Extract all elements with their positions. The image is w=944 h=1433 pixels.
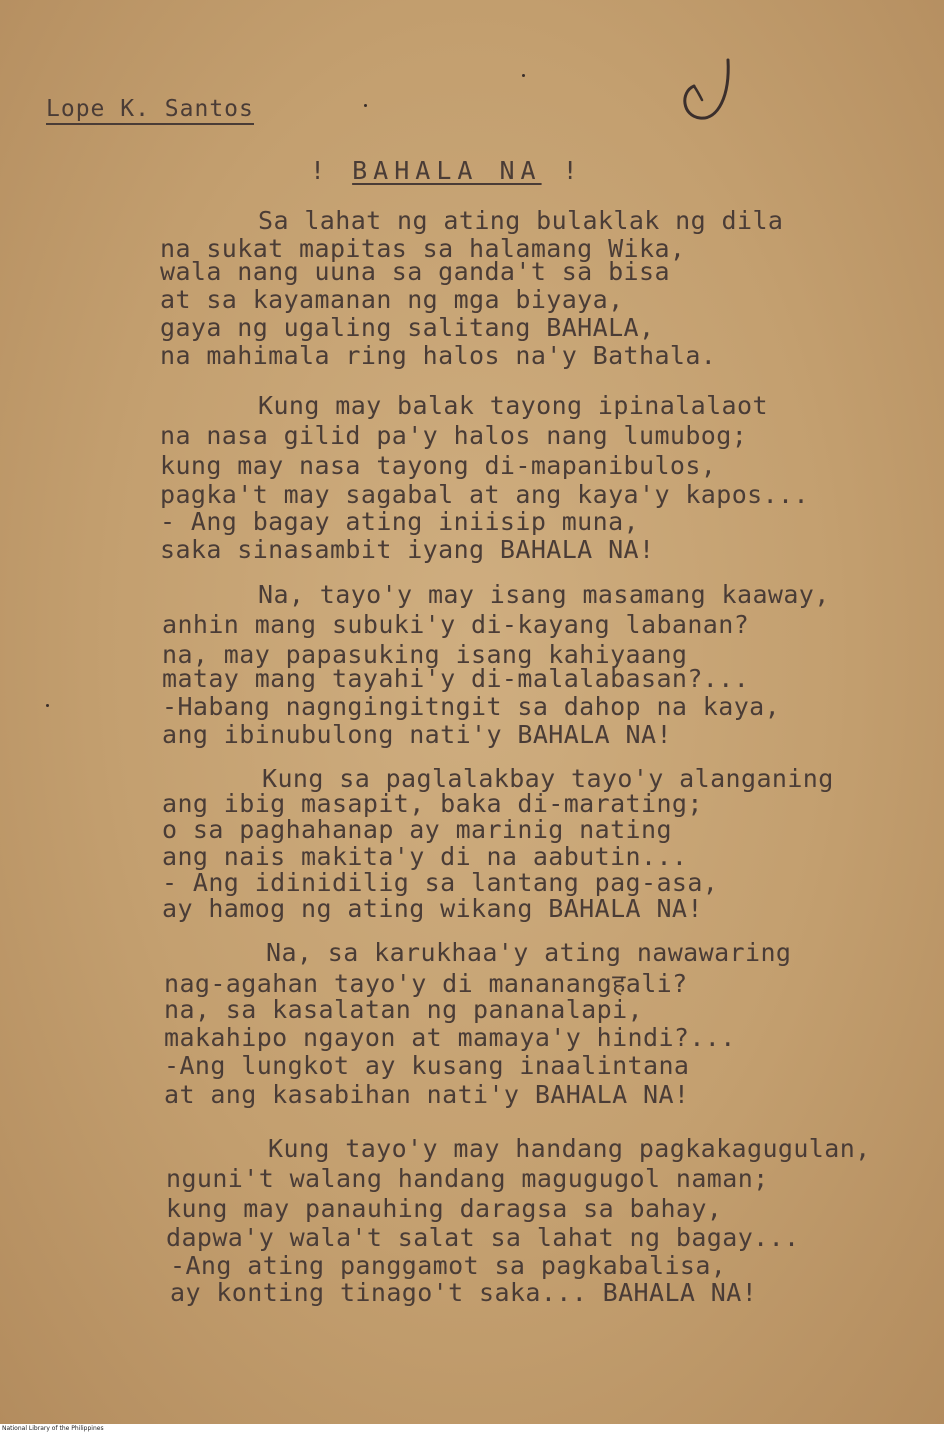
- title-text: BAHALA NA: [352, 156, 542, 185]
- poem-line: - Ang idinidilig sa lantang pag-asa,: [162, 868, 719, 897]
- author-name: Lope K. Santos: [46, 96, 254, 125]
- poem-line: saka sinasambit iyang BAHALA NA!: [160, 535, 655, 564]
- poem-title: [310, 156, 584, 185]
- paper-speck: [46, 704, 49, 707]
- paper-speck: [522, 74, 525, 77]
- poem-line: ang ibig masapit, baka di-marating;: [162, 789, 703, 818]
- poem-line: wala nang uuna sa ganda't sa bisa: [160, 257, 670, 286]
- poem-line: ang ibinubulong nati'y BAHALA NA!: [162, 720, 672, 749]
- poem-line: Kung may balak tayong ipinalalaot: [258, 391, 768, 420]
- poem-line: makahipo ngayon at mamaya'y hindi?...: [164, 1023, 736, 1052]
- poem-line: kung may nasa tayong di-mapanibulos,: [160, 451, 717, 480]
- title-exclamation-close: !: [562, 156, 584, 185]
- poem-line: Kung tayo'y may handang pagkakagugulan,: [268, 1134, 871, 1163]
- poem-line: dapwa'y wala't salat sa lahat ng bagay...: [166, 1223, 800, 1252]
- poem-line: ay konting tinago't saka... BAHALA NA!: [170, 1278, 758, 1307]
- poem-line: nguni't walang handang magugugol naman;: [166, 1164, 769, 1193]
- poem-line: at ang kasabihan nati'y BAHALA NA!: [164, 1080, 690, 1109]
- poem-line: -Ang lungkot ay kusang inaalintana: [164, 1051, 690, 1080]
- poem-line: matay mang tayahi'y di-malalabasan?...: [162, 664, 750, 693]
- title-exclamation-open: !: [310, 156, 332, 185]
- library-footer: National Library of the Philippines: [0, 1424, 944, 1433]
- poem-line: na sukat mapitas sa halamang Wika,: [160, 234, 686, 263]
- poem-line: ang nais makita'y di na aabutin...: [162, 842, 688, 871]
- paper-speck: [364, 104, 367, 107]
- poem-line: ay hamog ng ating wikang BAHALA NA!: [162, 894, 703, 923]
- poem-line: Sa lahat ng ating bulaklak ng dila: [258, 206, 784, 235]
- poem-line: na, sa kasalatan ng pananalapi,: [164, 995, 643, 1024]
- poem-line: kung may panauhing daragsa sa bahay,: [166, 1194, 723, 1223]
- poem-line: Kung sa paglalakbay tayo'y alanganing: [262, 764, 834, 793]
- poem-line: na mahimala ring halos na'y Bathala.: [160, 341, 717, 370]
- poem-line: -Habang nagngingitngit sa dahop na kaya,: [162, 692, 781, 721]
- poem-line: Na, tayo'y may isang masamang kaaway,: [258, 580, 830, 609]
- poem-line: na nasa gilid pa'y halos nang lumubog;: [160, 421, 748, 450]
- poem-line: nag-agahan tayo'y di mananangहali?: [164, 969, 688, 998]
- poem-line: -Ang ating panggamot sa pagkabalisa,: [170, 1251, 727, 1280]
- handwritten-check-mark: [672, 56, 742, 126]
- poem-line: at sa kayamanan ng mga biyaya,: [160, 285, 624, 314]
- poem-line: pagka't may sagabal at ang kaya'y kapos...: [160, 480, 809, 509]
- poem-line: na, may papasuking isang kahiyaang: [162, 640, 688, 669]
- poem-line: - Ang bagay ating iniisip muna,: [160, 507, 639, 536]
- poem-line: o sa paghahanap ay marinig nating: [162, 815, 672, 844]
- poem-line: anhin mang subuki'y di-kayang labanan?: [162, 610, 750, 639]
- poem-line: Na, sa karukhaa'y ating nawawaring: [266, 938, 792, 967]
- poem-line: gaya ng ugaling salitang BAHALA,: [160, 313, 655, 342]
